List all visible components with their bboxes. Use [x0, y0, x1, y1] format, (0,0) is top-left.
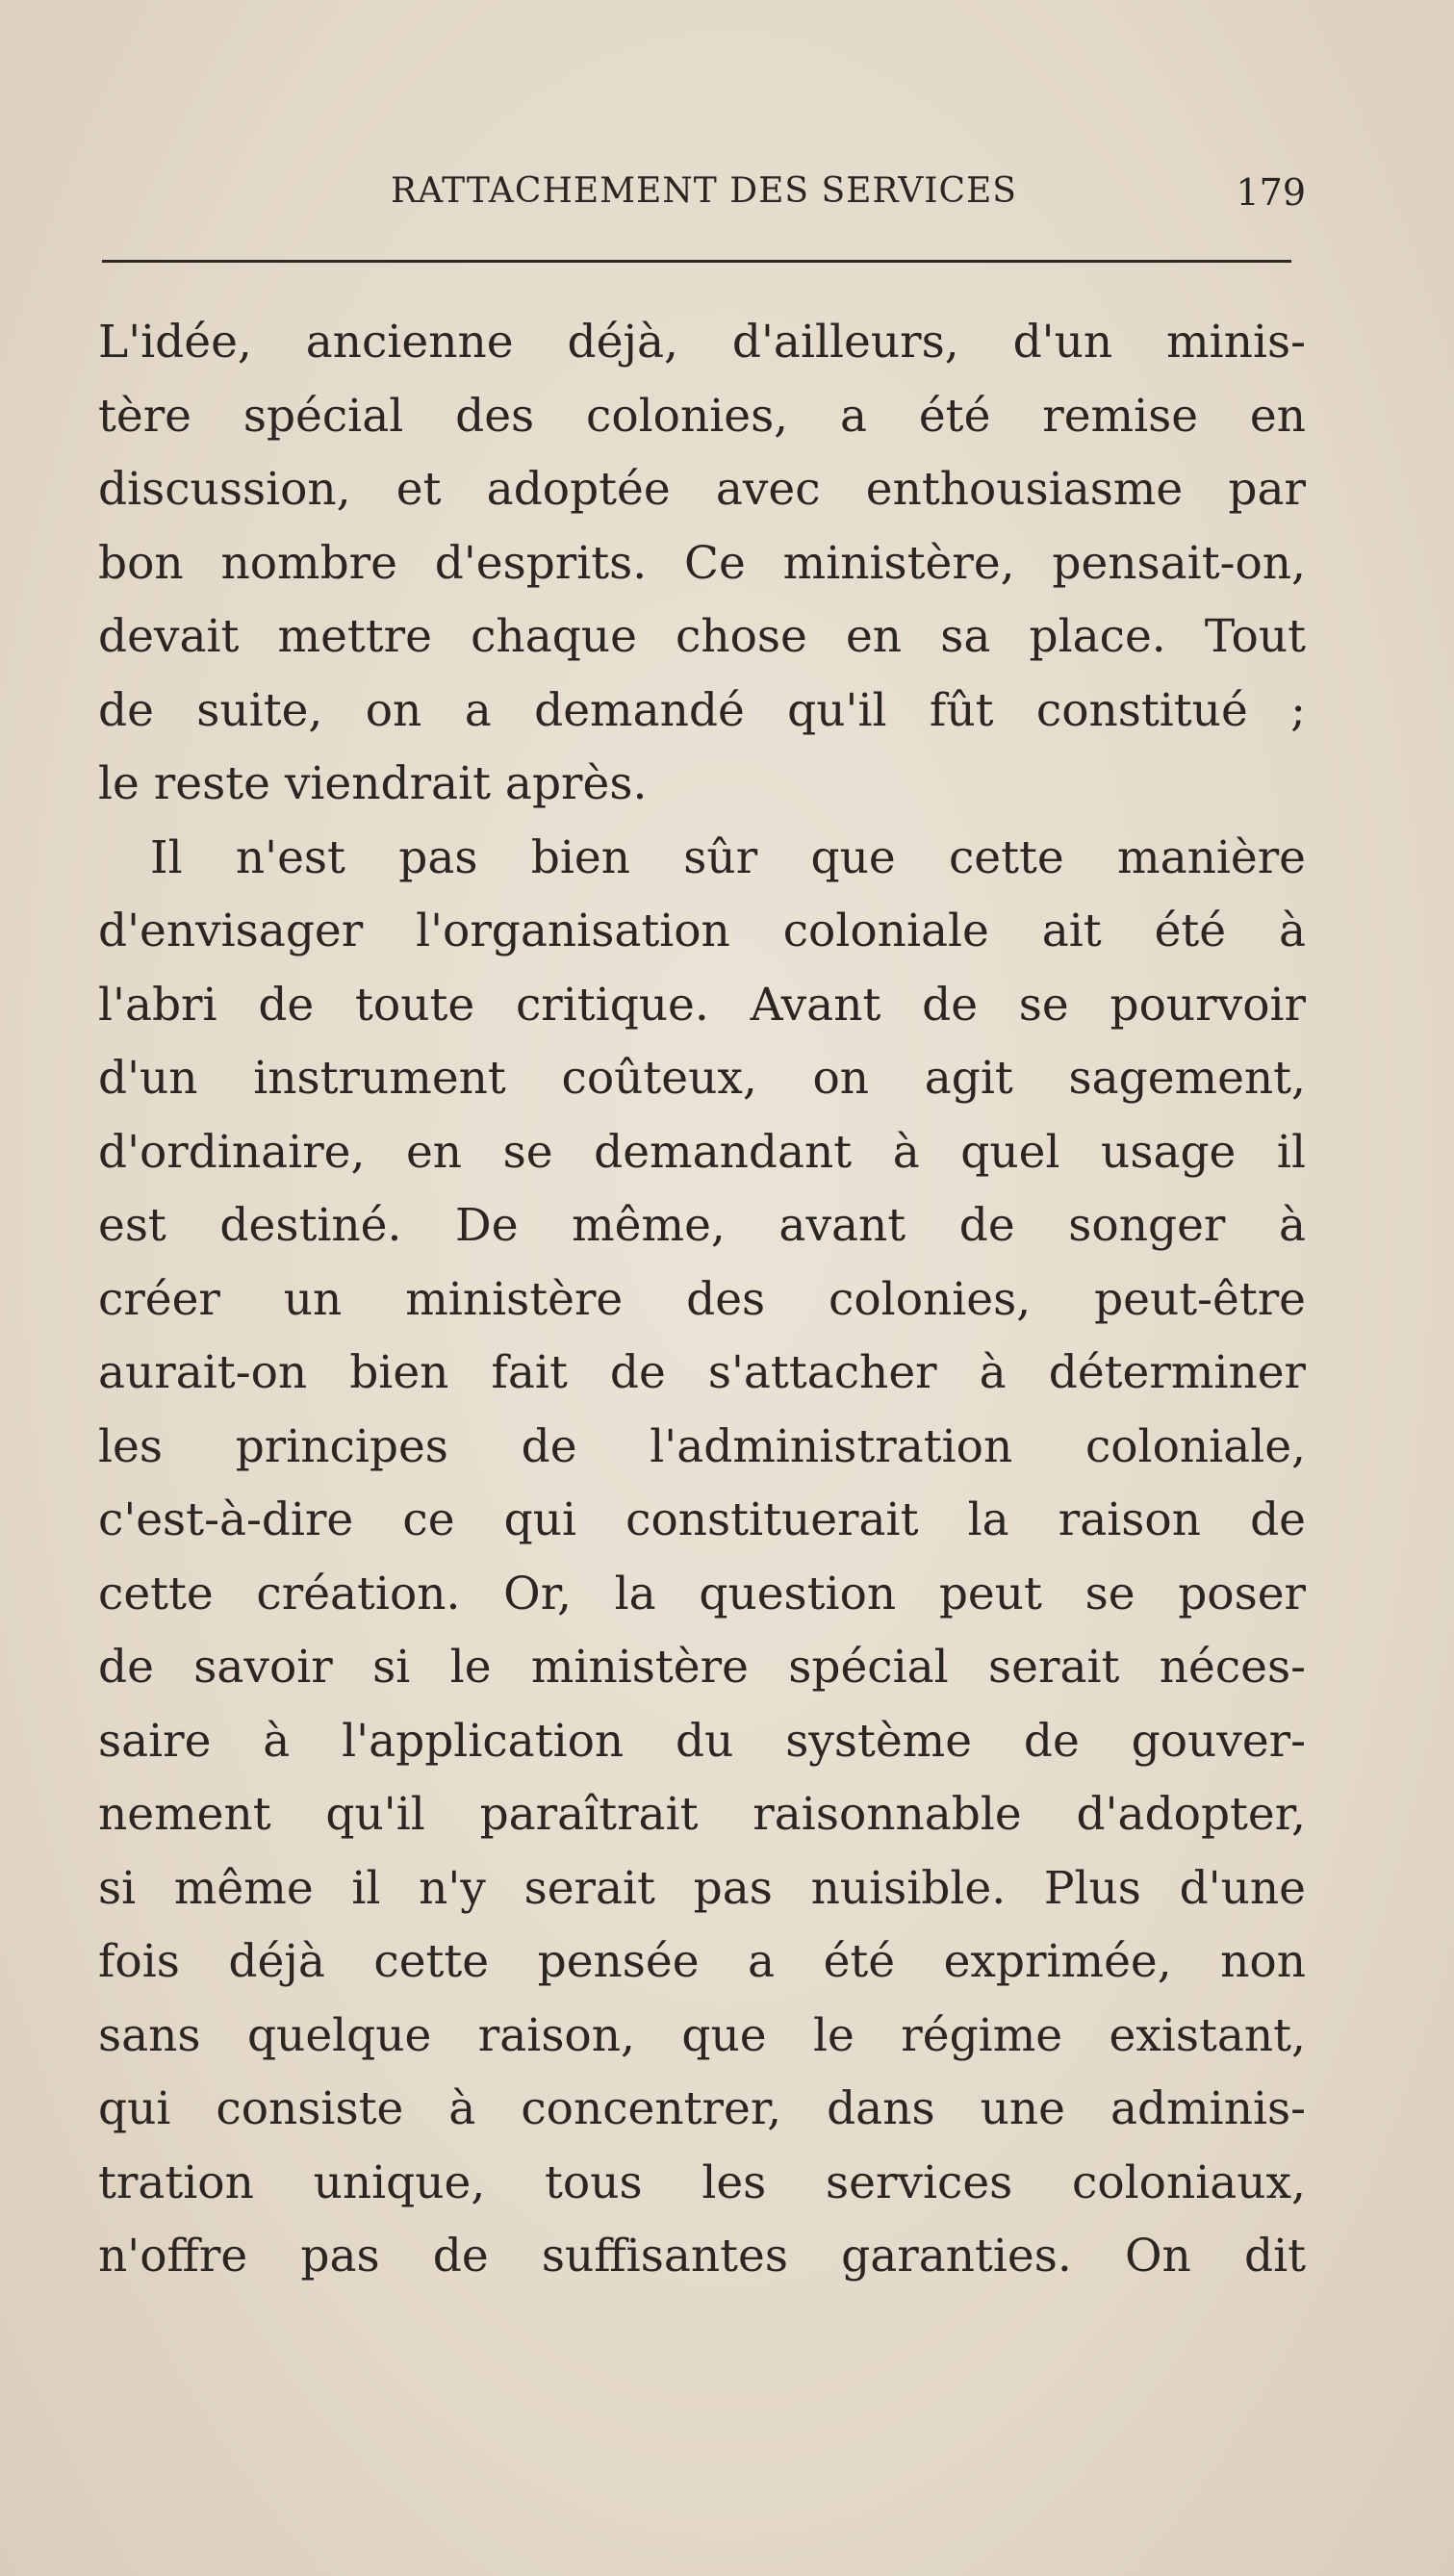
text-line: cette création. Or, la question peut se poser [98, 1567, 1306, 1620]
text-line: l'abri de toute critique. Avant de se pourvoir [98, 978, 1306, 1032]
text-line: d'ordinaire, en se demandant à quel usage il [98, 1125, 1306, 1179]
running-title: RATTACHEMENT DES SERVICES [391, 171, 1017, 211]
text-line: tration unique, tous les services coloniaux, [98, 2155, 1306, 2209]
page-number: 179 [1236, 171, 1306, 214]
text-line: nement qu'il paraîtrait raisonnable d'adopter, [98, 1788, 1306, 1841]
text-line: aurait-on bien fait de s'attacher à déterminer [98, 1346, 1306, 1399]
text-line: saire à l'application du système de gouver- [98, 1714, 1306, 1768]
text-line: fois déjà cette pensée a été exprimée, non [98, 1935, 1306, 1988]
header-rule [102, 260, 1291, 263]
text-line: bon nombre d'esprits. Ce ministère, pensait-on, [98, 536, 1306, 590]
text-line: créer un ministère des colonies, peut-être [98, 1272, 1306, 1326]
text-line: n'offre pas de suffisantes garanties. On dit [98, 2230, 1306, 2283]
text-line: d'envisager l'organisation coloniale ait été à [98, 905, 1306, 957]
text-line: si même il n'y serait pas nuisible. Plus d'une [98, 1861, 1306, 1915]
text-line: tère spécial des colonies, a été remise en [98, 389, 1306, 443]
text-line: c'est-à-dire ce qui constituerait la raison de [98, 1493, 1306, 1546]
body-text [98, 306, 1306, 2294]
text-line: Il n'est pas bien sûr que cette manière [150, 830, 1306, 884]
text-line: d'un instrument coûteux, on agit sagement, [98, 1052, 1306, 1105]
text-line: les principes de l'administration coloniale, [98, 1419, 1306, 1473]
text-line: qui consiste à concentrer, dans une adminis- [98, 2082, 1306, 2135]
text-line: est destiné. De même, avant de songer à [98, 1199, 1306, 1252]
text-line: discussion, et adoptée avec enthousiasme par [98, 463, 1306, 516]
text-line: de suite, on a demandé qu'il fût constitué ; [98, 683, 1306, 737]
page-header [102, 171, 1306, 229]
text-line: de savoir si le ministère spécial serait néces- [98, 1641, 1306, 1694]
text-line: le reste viendrait après. [98, 757, 648, 810]
text-line: devait mettre chaque chose en sa place. Tout [98, 610, 1306, 663]
text-line: sans quelque raison, que le régime existant, [98, 2008, 1306, 2062]
text-line: L'idée, ancienne déjà, d'ailleurs, d'un minis- [98, 316, 1306, 369]
